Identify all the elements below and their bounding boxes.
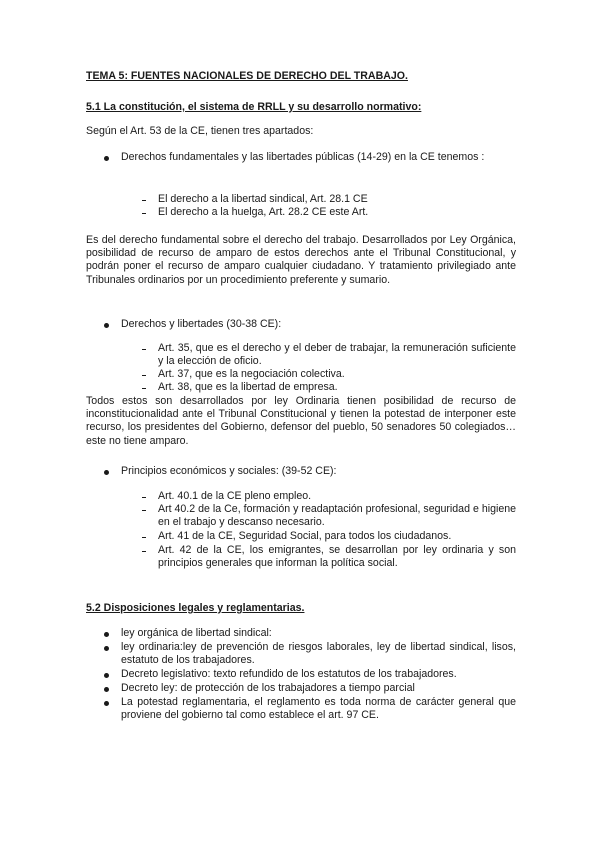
dash-icon bbox=[142, 497, 146, 498]
dash-icon bbox=[142, 213, 146, 214]
dash-icon bbox=[142, 375, 146, 376]
group1-bullet: Derechos fundamentales y las libertades públicas (14-29) en la CE tenemos : bbox=[121, 151, 485, 163]
dash-icon bbox=[142, 537, 146, 538]
dash-icon bbox=[142, 551, 146, 552]
dash-icon bbox=[142, 388, 146, 389]
group1-paragraph: Es del derecho fundamental sobre el derecho del trabajo. Desarrollados por Ley Orgánica, posibilidad de recurso de amparo de estos derechos ante el Tribunal Constitucional, y podrán poner el recurso de amparo cualquier ciudadano. Y tratamiento privilegiado ante Tribunales ordinarios por un procedimiento preferente y sumario. bbox=[86, 234, 516, 286]
group3-item: Art. 41 de la CE, Seguridad Social, para todos los ciudadanos. bbox=[158, 530, 452, 542]
group1-item: El derecho a la huelga, Art. 28.2 CE este Art. bbox=[158, 206, 369, 218]
section-5-2-bullet: Decreto legislativo: texto refundido de los estatutos de los trabajadores. bbox=[121, 668, 457, 680]
section-5-2-heading: 5.2 Disposiciones legales y reglamentarias. bbox=[86, 602, 305, 614]
dash-icon bbox=[142, 510, 146, 511]
bullet-icon bbox=[104, 323, 109, 328]
section-5-2-bullet: ley orgánica de libertad sindical: bbox=[121, 627, 272, 639]
intro-paragraph: Según el Art. 53 de la CE, tienen tres apartados: bbox=[86, 125, 314, 137]
section-5-1-heading: 5.1 La constitución, el sistema de RRLL y su desarrollo normativo: bbox=[86, 101, 422, 113]
group2-item: Art. 38, que es la libertad de empresa. bbox=[158, 381, 338, 393]
dash-icon bbox=[142, 200, 146, 201]
group2-paragraph: Todos estos son desarrollados por ley Ordinaria tienen posibilidad de recurso de inconstitucionalidad ante el Tribunal Constitucional y tienen la potestad de interponer este recurso, los presidentes del Gobierno, defensor del pueblo, 50 senadores 50 colegiados… este no tiene amparo. bbox=[86, 395, 516, 447]
bullet-icon bbox=[104, 673, 109, 678]
bullet-icon bbox=[104, 632, 109, 637]
bullet-icon bbox=[104, 701, 109, 706]
section-5-2-bullet: Decreto ley: de protección de los trabajadores a tiempo parcial bbox=[121, 682, 415, 694]
group3-item: Art. 42 de la CE, los emigrantes, se desarrollan por ley ordinaria y son principios generales que informan la política social. bbox=[158, 544, 516, 570]
bullet-icon bbox=[104, 470, 109, 475]
group1-item: El derecho a la libertad sindical, Art. 28.1 CE bbox=[158, 193, 368, 205]
section-5-2-bullet: ley ordinaria:ley de prevención de riesgos laborales, ley de libertad sindical, lisos, estatuto de los trabajadores. bbox=[121, 641, 516, 667]
group2-bullet: Derechos y libertades (30-38 CE): bbox=[121, 318, 282, 330]
bullet-icon bbox=[104, 156, 109, 161]
group2-item: Art. 37, que es la negociación colectiva. bbox=[158, 368, 345, 380]
bullet-icon bbox=[104, 646, 109, 651]
group3-bullet: Principios económicos y sociales: (39-52 CE): bbox=[121, 465, 337, 477]
group3-item: Art. 40.1 de la CE pleno empleo. bbox=[158, 490, 312, 502]
section-5-2-bullet: La potestad reglamentaria, el reglamento es toda norma de carácter general que proviene del gobierno tal como establece el art. 97 CE. bbox=[121, 696, 516, 722]
group3-item: Art 40.2 de la Ce, formación y readaptación profesional, seguridad e higiene en el trabajo y descanso necesario. bbox=[158, 503, 516, 529]
document-title: TEMA 5: FUENTES NACIONALES DE DERECHO DEL TRABAJO. bbox=[86, 70, 408, 82]
bullet-icon bbox=[104, 687, 109, 692]
group2-item: Art. 35, que es el derecho y el deber de trabajar, la remuneración suficiente y la elección de oficio. bbox=[158, 342, 516, 368]
dash-icon bbox=[142, 349, 146, 350]
